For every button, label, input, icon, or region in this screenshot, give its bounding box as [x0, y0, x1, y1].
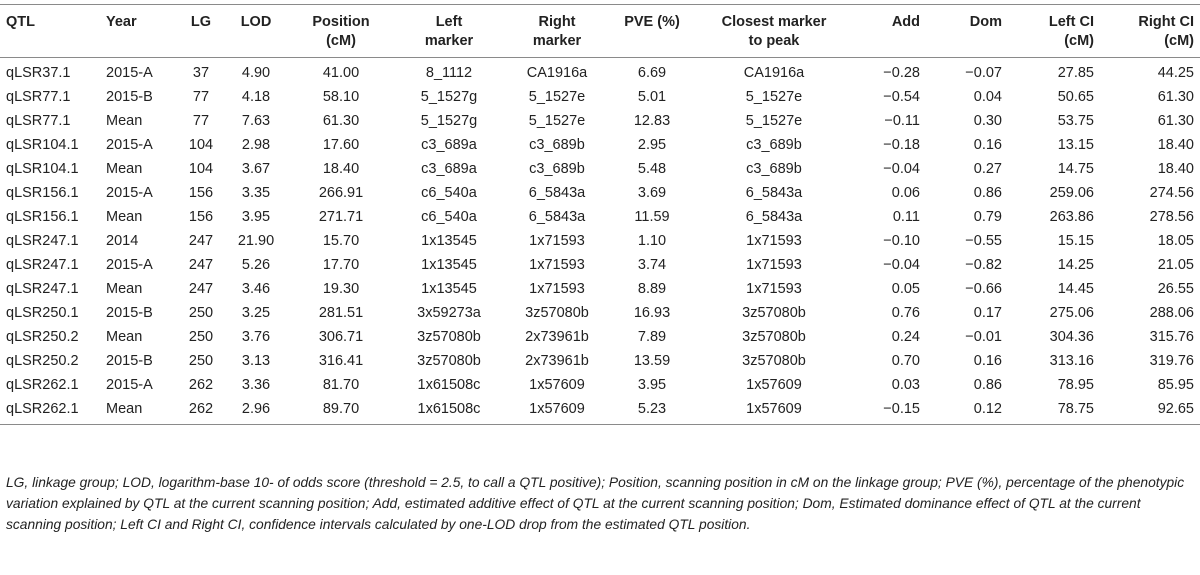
cell-left-marker: 5_1527g — [420, 113, 478, 129]
cell-qtl: qLSR250.1 — [6, 305, 79, 321]
cell-lod: 4.18 — [241, 89, 271, 105]
cell-add: −0.15 — [854, 397, 926, 425]
cell-lod: 3.35 — [241, 185, 271, 201]
cell-qtl: qLSR77.1 — [6, 113, 71, 129]
header-right-ci-line2: (cM) — [1164, 33, 1194, 49]
cell-qtl: qLSR250.2 — [6, 329, 79, 345]
cell-add: −0.04 — [883, 161, 920, 177]
cell-right-marker: 3z57080b — [525, 305, 589, 321]
cell-lod: 3.95 — [241, 209, 271, 225]
cell-right-marker: 5_1527e — [528, 89, 586, 105]
cell-add: −0.10 — [883, 233, 920, 249]
cell-dom: −0.82 — [965, 257, 1002, 273]
cell-lg: 37 — [192, 65, 210, 81]
header-left-ci-line1: Left CI — [1048, 14, 1094, 30]
cell-left-ci: 14.75 — [1057, 161, 1094, 177]
cell-closest-marker: c3_689b — [746, 161, 802, 177]
cell-add: 0.03 — [891, 377, 920, 393]
header-left-marker-line2: marker — [424, 33, 474, 49]
table-row — [0, 349, 1200, 373]
cell-add: 0.76 — [891, 305, 920, 321]
table-body — [0, 58, 1200, 425]
header-add-line1: Add — [891, 14, 920, 30]
header-lg-line1: LG — [190, 14, 212, 30]
cell-year: 2015-A — [106, 185, 153, 201]
header-year — [100, 5, 178, 58]
cell-left-marker: 1x61508c — [394, 397, 504, 425]
cell-lg: 77 — [192, 113, 210, 129]
cell-dom: 0.86 — [973, 377, 1002, 393]
cell-closest-marker: 6_5843a — [745, 185, 803, 201]
header-right-marker-line2: marker — [532, 33, 582, 49]
cell-lg: 247 — [188, 281, 214, 297]
table-header — [0, 5, 1200, 58]
cell-left-marker: 5_1527g — [420, 89, 478, 105]
cell-left-marker: 8_1112 — [425, 65, 473, 81]
cell-dom: 0.16 — [973, 137, 1002, 153]
header-left-ci-line2: (cM) — [1064, 33, 1094, 49]
header-right-ci — [1100, 5, 1200, 58]
cell-lod: 3.76 — [241, 329, 271, 345]
cell-qtl: qLSR104.1 — [6, 137, 79, 153]
cell-lg: 250 — [188, 305, 214, 321]
cell-right-ci: 21.05 — [1157, 257, 1194, 273]
cell-closest-marker: 1x57609 — [694, 397, 854, 425]
table-row — [0, 133, 1200, 157]
cell-position: 17.60 — [322, 137, 360, 153]
header-year-line1: Year — [106, 14, 137, 30]
cell-pve: 12.83 — [633, 113, 671, 129]
cell-left-marker: c6_540a — [421, 209, 477, 225]
cell-position: 81.70 — [322, 377, 360, 393]
header-position-line1: Position — [312, 14, 370, 30]
header-left-ci — [1008, 5, 1100, 58]
cell-left-ci: 78.75 — [1008, 397, 1100, 425]
header-right-ci-line1: Right CI — [1138, 14, 1194, 30]
table-row — [0, 253, 1200, 277]
cell-position: 271.71 — [318, 209, 364, 225]
cell-right-marker: 2x73961b — [525, 353, 589, 369]
header-left-marker-line1: Left — [435, 14, 463, 30]
header-position-line2: (cM) — [326, 33, 356, 49]
cell-dom: 0.12 — [926, 397, 1008, 425]
cell-left-ci: 275.06 — [1049, 305, 1094, 321]
cell-pve: 2.95 — [637, 137, 667, 153]
cell-lg: 77 — [192, 89, 210, 105]
table-row — [0, 181, 1200, 205]
table-row — [0, 277, 1200, 301]
header-dom — [926, 5, 1008, 58]
table-row — [0, 229, 1200, 253]
cell-right-ci: 274.56 — [1149, 185, 1194, 201]
cell-year: Mean — [106, 113, 143, 129]
table-row — [0, 325, 1200, 349]
cell-left-marker: 1x61508c — [417, 377, 481, 393]
cell-pve: 5.48 — [637, 161, 667, 177]
cell-right-ci: 26.55 — [1157, 281, 1194, 297]
cell-dom: −0.55 — [965, 233, 1002, 249]
cell-add: 0.70 — [891, 353, 920, 369]
cell-lod: 3.25 — [241, 305, 271, 321]
table-row — [0, 85, 1200, 109]
cell-right-marker: 1x57609 — [529, 377, 585, 393]
cell-closest-marker: 3z57080b — [742, 329, 806, 345]
cell-left-marker: 1x13545 — [421, 233, 477, 249]
cell-lod: 5.26 — [241, 257, 271, 273]
cell-right-ci: 18.05 — [1157, 233, 1194, 249]
cell-left-ci: 313.16 — [1049, 353, 1094, 369]
cell-qtl: qLSR247.1 — [6, 281, 79, 297]
cell-closest-marker: 1x71593 — [746, 257, 802, 273]
cell-dom: 0.86 — [973, 185, 1002, 201]
cell-year: 2015-A — [106, 65, 153, 81]
cell-right-marker: c3_689b — [529, 137, 585, 153]
cell-right-marker: 1x71593 — [529, 281, 585, 297]
cell-year: Mean — [100, 397, 178, 425]
cell-left-ci: 259.06 — [1049, 185, 1094, 201]
cell-pve: 1.10 — [637, 233, 667, 249]
cell-closest-marker: 5_1527e — [745, 113, 803, 129]
cell-add: 0.24 — [891, 329, 920, 345]
cell-left-ci: 263.86 — [1049, 209, 1094, 225]
cell-position: 19.30 — [322, 281, 360, 297]
header-right-marker — [504, 5, 610, 58]
table-row — [0, 157, 1200, 181]
cell-qtl: qLSR156.1 — [6, 185, 79, 201]
cell-dom: −0.01 — [965, 329, 1002, 345]
cell-left-ci: 78.95 — [1057, 377, 1094, 393]
cell-left-ci: 50.65 — [1057, 89, 1094, 105]
header-left-marker — [394, 5, 504, 58]
cell-pve: 5.01 — [637, 89, 667, 105]
cell-qtl: qLSR77.1 — [6, 89, 71, 105]
cell-add: −0.54 — [883, 89, 920, 105]
table-footnote: LG, linkage group; LOD, logarithm-base 10- of odds score (threshold = 2.5, to call a QTL positive); Position, scanning position in cM on the linkage group; PVE (%), percentage of the phenotypic variation explained by QTL at the current scanning position; Add, estimated additive effect of QTL at the current scanning position; Dom, Estimated dominance effect of QTL at the current scanning position; Left CI and Right CI, confidence intervals calculated by one-LOD drop from the estimated QTL position. — [6, 475, 1185, 532]
cell-lod: 3.67 — [241, 161, 271, 177]
cell-year: Mean — [106, 161, 143, 177]
cell-lod: 3.46 — [241, 281, 271, 297]
cell-left-ci: 27.85 — [1057, 65, 1094, 81]
cell-position: 89.70 — [288, 397, 394, 425]
cell-year: 2015-B — [106, 353, 153, 369]
cell-closest-marker: CA1916a — [743, 65, 805, 81]
cell-left-marker: c6_540a — [421, 185, 477, 201]
cell-pve: 8.89 — [637, 281, 667, 297]
cell-pve: 16.93 — [633, 305, 671, 321]
cell-dom: 0.79 — [973, 209, 1002, 225]
cell-year: Mean — [106, 209, 143, 225]
cell-left-marker: 3z57080b — [417, 353, 481, 369]
cell-closest-marker: 1x57609 — [746, 377, 802, 393]
table-row — [0, 205, 1200, 229]
cell-right-ci: 61.30 — [1157, 113, 1194, 129]
header-lod-line1: LOD — [240, 14, 272, 30]
cell-qtl: qLSR156.1 — [6, 209, 79, 225]
cell-pve: 5.23 — [610, 397, 694, 425]
cell-dom: 0.04 — [973, 89, 1002, 105]
cell-year: 2015-A — [106, 377, 153, 393]
header-pve — [610, 5, 694, 58]
header-qtl — [0, 5, 100, 58]
table-row — [0, 109, 1200, 133]
cell-dom: −0.07 — [965, 65, 1002, 81]
cell-position: 266.91 — [318, 185, 364, 201]
cell-dom: 0.27 — [973, 161, 1002, 177]
cell-left-marker: 3x59273a — [417, 305, 481, 321]
cell-closest-marker: 3z57080b — [742, 305, 806, 321]
cell-qtl: qLSR247.1 — [6, 257, 79, 273]
cell-add: −0.04 — [883, 257, 920, 273]
cell-left-marker: 1x13545 — [421, 257, 477, 273]
cell-left-marker: 3z57080b — [417, 329, 481, 345]
cell-year: Mean — [106, 329, 143, 345]
cell-lg: 250 — [188, 329, 214, 345]
cell-position: 316.41 — [318, 353, 364, 369]
cell-dom: −0.66 — [965, 281, 1002, 297]
cell-right-marker: 5_1527e — [528, 113, 586, 129]
cell-add: −0.18 — [883, 137, 920, 153]
cell-year: 2014 — [106, 233, 139, 249]
cell-lod: 2.96 — [224, 397, 288, 425]
cell-left-ci: 53.75 — [1057, 113, 1094, 129]
cell-position: 58.10 — [322, 89, 360, 105]
cell-position: 41.00 — [322, 65, 360, 81]
header-closest-marker-line1: Closest marker — [721, 14, 827, 30]
cell-left-ci: 14.45 — [1057, 281, 1094, 297]
cell-right-ci: 319.76 — [1149, 353, 1194, 369]
cell-pve: 11.59 — [634, 209, 670, 225]
cell-lod: 7.63 — [241, 113, 271, 129]
cell-dom: 0.16 — [973, 353, 1002, 369]
cell-closest-marker: c3_689b — [746, 137, 802, 153]
cell-add: 0.11 — [892, 209, 920, 225]
header-qtl-line1: QTL — [6, 14, 35, 30]
cell-qtl: qLSR247.1 — [6, 233, 79, 249]
cell-lg: 262 — [178, 397, 224, 425]
cell-lg: 247 — [188, 257, 214, 273]
header-dom-line1: Dom — [969, 14, 1002, 30]
cell-year: 2015-B — [106, 305, 153, 321]
cell-position: 15.70 — [322, 233, 360, 249]
cell-qtl: qLSR262.1 — [0, 397, 100, 425]
cell-position: 18.40 — [322, 161, 360, 177]
cell-left-ci: 15.15 — [1057, 233, 1094, 249]
cell-right-marker: 6_5843a — [528, 209, 586, 225]
cell-lod: 21.90 — [237, 233, 275, 249]
header-closest-marker-line2: to peak — [748, 33, 800, 49]
cell-closest-marker: 6_5843a — [745, 209, 803, 225]
cell-right-ci: 18.40 — [1157, 161, 1194, 177]
cell-pve: 13.59 — [633, 353, 671, 369]
cell-pve: 7.89 — [637, 329, 667, 345]
cell-right-ci: 18.40 — [1157, 137, 1194, 153]
cell-left-marker: c3_689a — [421, 137, 477, 153]
cell-right-marker: 1x71593 — [529, 257, 585, 273]
header-position — [288, 5, 394, 58]
cell-right-ci: 85.95 — [1157, 377, 1194, 393]
cell-year: 2015-A — [106, 257, 153, 273]
cell-year: 2015-A — [106, 137, 153, 153]
cell-qtl: qLSR37.1 — [6, 65, 71, 81]
cell-closest-marker: 1x71593 — [746, 281, 802, 297]
cell-year: Mean — [106, 281, 143, 297]
cell-position: 306.71 — [318, 329, 364, 345]
header-closest-marker — [694, 5, 854, 58]
cell-pve: 3.69 — [637, 185, 667, 201]
qtl-table — [0, 4, 1200, 425]
cell-position: 61.30 — [322, 113, 360, 129]
cell-lg: 104 — [188, 137, 214, 153]
cell-right-ci: 92.65 — [1100, 397, 1200, 425]
cell-lg: 104 — [188, 161, 214, 177]
cell-lg: 156 — [188, 185, 214, 201]
cell-lod: 3.13 — [241, 353, 271, 369]
cell-qtl: qLSR104.1 — [6, 161, 79, 177]
cell-pve: 3.95 — [637, 377, 667, 393]
header-row — [0, 5, 1200, 58]
cell-position: 281.51 — [318, 305, 364, 321]
cell-closest-marker: 3z57080b — [742, 353, 806, 369]
cell-lg: 247 — [188, 233, 214, 249]
cell-lg: 262 — [188, 377, 214, 393]
cell-left-ci: 13.15 — [1057, 137, 1094, 153]
cell-right-marker: 2x73961b — [525, 329, 589, 345]
cell-left-ci: 304.36 — [1049, 329, 1094, 345]
cell-right-ci: 288.06 — [1149, 305, 1194, 321]
cell-right-ci: 44.25 — [1157, 65, 1194, 81]
cell-pve: 6.69 — [637, 65, 667, 81]
cell-lg: 250 — [188, 353, 214, 369]
cell-closest-marker: 1x71593 — [746, 233, 802, 249]
header-right-marker-line1: Right — [538, 14, 576, 30]
cell-dom: 0.17 — [973, 305, 1002, 321]
header-lg — [178, 5, 224, 58]
cell-qtl: qLSR250.2 — [6, 353, 79, 369]
cell-add: 0.05 — [891, 281, 920, 297]
cell-year: 2015-B — [106, 89, 153, 105]
table-row — [0, 58, 1200, 86]
cell-lod: 3.36 — [241, 377, 271, 393]
table-row — [0, 373, 1200, 397]
cell-lod: 4.90 — [241, 65, 271, 81]
table-row — [0, 397, 1200, 425]
cell-right-marker: CA1916a — [526, 65, 588, 81]
cell-right-marker: 6_5843a — [528, 185, 586, 201]
cell-add: −0.28 — [883, 65, 920, 81]
table-row — [0, 301, 1200, 325]
cell-dom: 0.30 — [973, 113, 1002, 129]
cell-qtl: qLSR262.1 — [6, 377, 79, 393]
cell-left-marker: c3_689a — [421, 161, 477, 177]
cell-right-ci: 315.76 — [1149, 329, 1194, 345]
cell-lod: 2.98 — [241, 137, 271, 153]
cell-right-marker: 1x71593 — [529, 233, 585, 249]
header-add — [854, 5, 926, 58]
cell-left-ci: 14.25 — [1057, 257, 1094, 273]
cell-right-ci: 61.30 — [1157, 89, 1194, 105]
cell-closest-marker: 5_1527e — [745, 89, 803, 105]
cell-right-marker: c3_689b — [529, 161, 585, 177]
cell-pve: 3.74 — [637, 257, 667, 273]
cell-right-ci: 278.56 — [1149, 209, 1194, 225]
cell-right-marker: 1x57609 — [504, 397, 610, 425]
cell-add: −0.11 — [884, 113, 920, 129]
header-pve-line1: PVE (%) — [624, 14, 680, 30]
cell-add: 0.06 — [891, 185, 920, 201]
cell-position: 17.70 — [322, 257, 360, 273]
cell-lg: 156 — [188, 209, 214, 225]
cell-left-marker: 1x13545 — [421, 281, 477, 297]
header-lod — [224, 5, 288, 58]
